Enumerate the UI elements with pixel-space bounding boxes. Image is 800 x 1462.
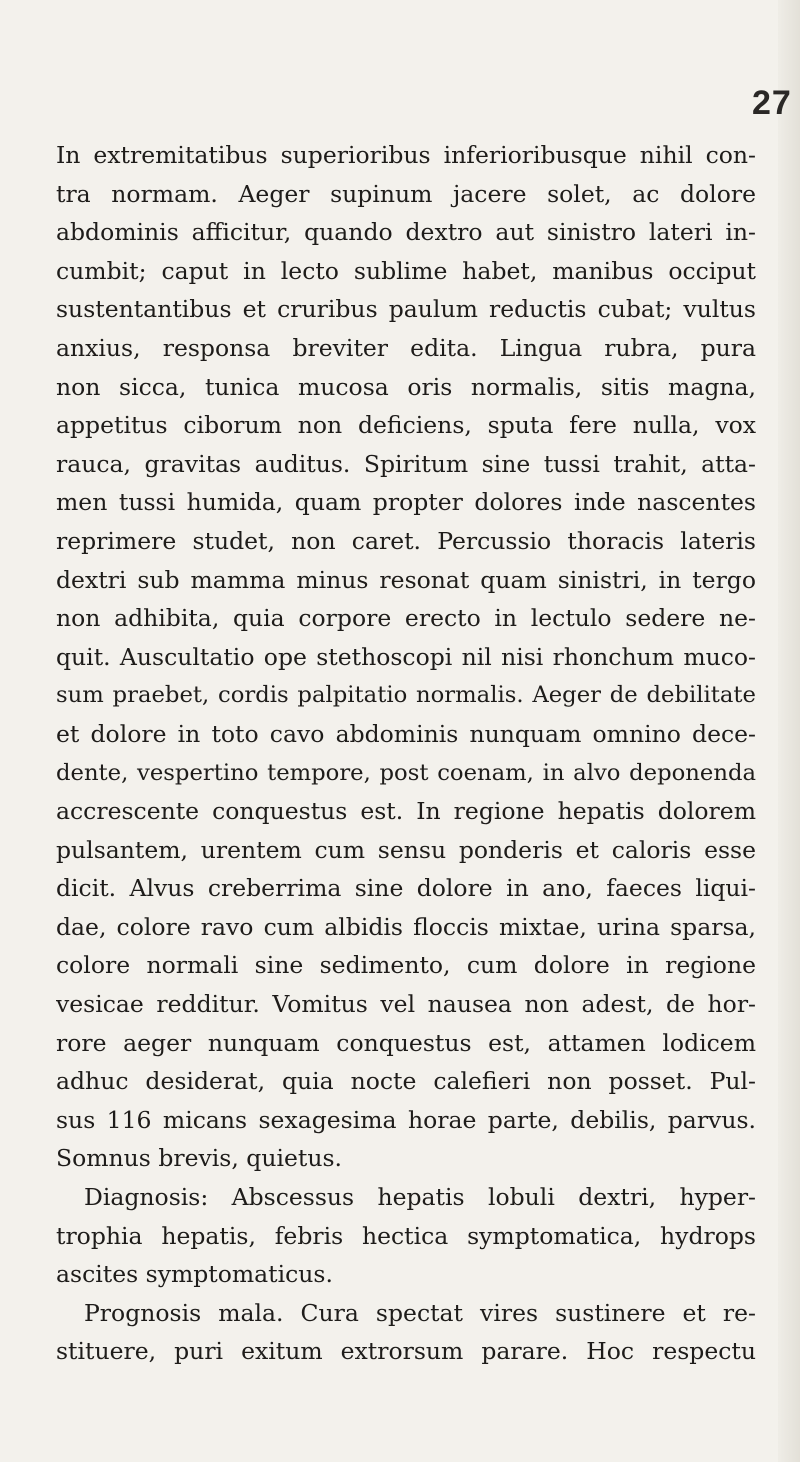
text-line: ascites symptomaticus. — [56, 1260, 333, 1289]
text-line: rore aeger nunquam conquestus est, attamen lodicem — [56, 1028, 756, 1057]
page-edge-shadow — [778, 0, 800, 1462]
diagnosis-line: Diagnosis: Abscessus hepatis lobuli dextri, hyper- — [84, 1183, 756, 1212]
page-number: 27 — [752, 84, 792, 122]
text-line: abdominis afficitur, quando dextro aut sinistro lateri in- — [56, 218, 756, 247]
text-line: sum praebet, cordis palpitatio normalis. Aeger de debilitate — [56, 682, 756, 709]
text-line: dextri sub mamma minus resonat quam sinistri, in tergo — [56, 565, 756, 594]
text-line: dente, vespertino tempore, post coenam, in alvo deponenda — [56, 759, 756, 786]
text-line: cumbit; caput in lecto sublime habet, manibus occiput — [56, 256, 756, 285]
text-line: colore normali sine sedimento, cum dolore in regione — [56, 951, 756, 980]
text-line: men tussi humida, quam propter dolores inde nascentes — [56, 488, 756, 517]
text-line: reprimere studet, non caret. Percussio thoracis lateris — [56, 526, 756, 555]
text-line: dicit. Alvus creberrima sine dolore in ano, faeces liqui- — [56, 874, 756, 903]
text-line: In extremitatibus superioribus inferioribusque nihil con- — [56, 141, 756, 169]
text-line: trophia hepatis, febris hectica symptomatica, hydrops — [56, 1221, 756, 1250]
text-line: accrescente conquestus est. In regione hepatis dolorem — [56, 797, 756, 826]
text-line: anxius, responsa breviter edita. Lingua rubra, pura — [56, 333, 756, 362]
text-line: Somnus brevis, quietus. — [56, 1144, 343, 1173]
text-line: vesicae redditur. Vomitus vel nausea non adest, de hor- — [56, 990, 756, 1019]
text-line: tra normam. Aeger supinum jacere solet, ac dolore — [56, 179, 756, 208]
text-line: quit. Auscultatio ope stethoscopi nil nisi rhonchum muco- — [56, 642, 756, 671]
text-line: adhuc desiderat, quia nocte calefieri non posset. Pul- — [56, 1067, 756, 1096]
text-line: dae, colore ravo cum albidis floccis mixtae, urina sparsa, — [56, 912, 756, 941]
text-line: non sicca, tunica mucosa oris normalis, sitis magna, — [56, 372, 756, 401]
text-line: rauca, gravitas auditus. Spiritum sine tussi trahit, atta- — [56, 449, 756, 478]
text-line: non adhibita, quia corpore erecto in lectulo sedere ne- — [56, 604, 756, 633]
text-line: et dolore in toto cavo abdominis nunquam omnino dece- — [56, 719, 756, 748]
text-line: appetitus ciborum non deficiens, sputa fere nulla, vox — [56, 411, 756, 440]
text-line: sustentantibus et cruribus paulum reductis cubat; vultus — [56, 295, 756, 324]
body-text — [56, 136, 756, 1371]
text-line: sus 116 micans sexagesima horae parte, debilis, parvus. — [56, 1105, 756, 1134]
text-line: pulsantem, urentem cum sensu ponderis et caloris esse — [56, 835, 756, 864]
text-line: stituere, puri exitum extrorsum parare. Hoc respectu — [56, 1337, 756, 1366]
prognosis-line: Prognosis mala. Cura spectat vires sustinere et re- — [84, 1298, 756, 1327]
